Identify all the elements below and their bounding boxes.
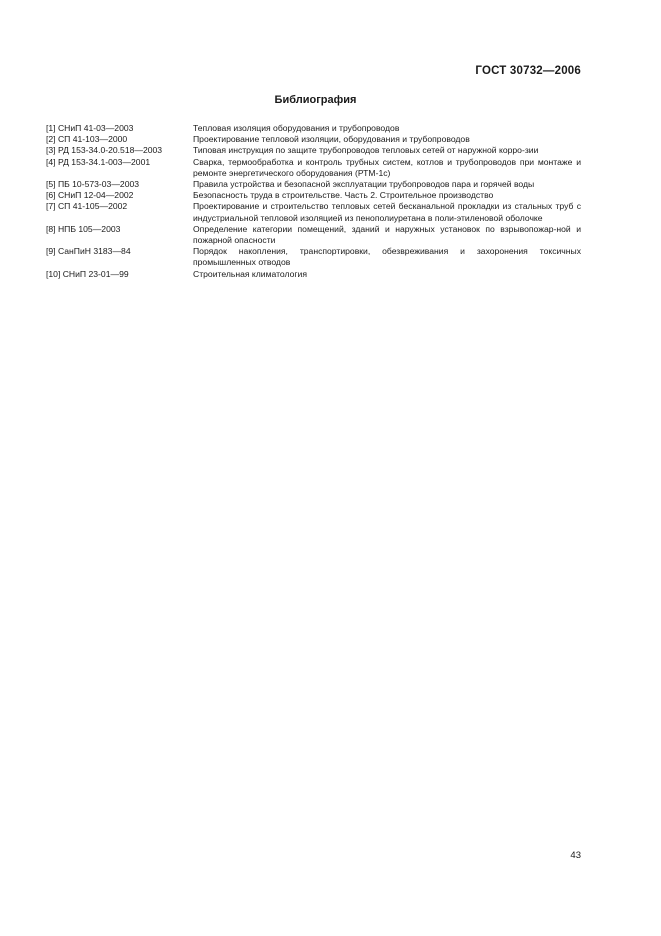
- entry-description: Определение категории помещений, зданий и наружных установок по взрывопожар-ной и пожарной опасности: [193, 223, 581, 246]
- standard-number: ГОСТ 30732—2006: [475, 65, 581, 77]
- bibliography-entry: [46, 134, 581, 145]
- entry-description: Правила устройства и безопасной эксплуатации трубопроводов пара и горячей воды: [193, 179, 535, 190]
- entry-description: Тепловая изоляция оборудования и трубопроводов: [193, 123, 400, 133]
- entry-description: Строительная климатология: [193, 268, 307, 279]
- entry-description: Порядок накопления, транспортировки, обезвреживания и захоронения токсичных промышленных отводов: [193, 246, 581, 268]
- bibliography-entry: [46, 179, 581, 190]
- entry-reference: [4] РД 153-34.1-003—2001: [46, 156, 151, 167]
- bibliography-entry: [46, 201, 581, 223]
- entry-reference: [1] СНиП 41-03—2003: [46, 123, 134, 133]
- entry-reference: [6] СНиП 12-04—2002: [46, 190, 134, 201]
- bibliography-entry: [46, 224, 581, 246]
- entry-reference: [10] СНиП 23-01—99: [46, 268, 129, 279]
- page-number: 43: [570, 850, 581, 861]
- entry-description: Проектирование тепловой изоляции, оборудования и трубопроводов: [193, 134, 470, 145]
- entry-description: Проектирование и строительство тепловых сетей бесканальной прокладки из стальных труб с индустриальной тепловой изоляцией из пенополиуретана в поли-этиленовой оболочке: [193, 201, 581, 223]
- bibliography-entry: [46, 123, 581, 134]
- entry-reference: [3] РД 153-34.0-20.518—2003: [46, 145, 163, 156]
- entry-reference: [7] СП 41-105—2002: [46, 201, 128, 212]
- bibliography-list: [46, 123, 581, 280]
- entry-reference: [5] ПБ 10-573-03—2003: [46, 179, 140, 190]
- bibliography-entry: [46, 246, 581, 268]
- entry-reference: [9] СанПиН 3183—84: [46, 246, 131, 257]
- entry-reference: [8] НПБ 105—2003: [46, 223, 121, 234]
- bibliography-entry: [46, 269, 581, 280]
- entry-description: Типовая инструкция по защите трубопроводов тепловых сетей от наружной корро-зии: [193, 145, 539, 156]
- bibliography-entry: [46, 145, 581, 156]
- bibliography-title: Библиография: [274, 94, 357, 106]
- entry-description: Безопасность труда в строительстве. Часть 2. Строительное производство: [193, 190, 494, 201]
- bibliography-entry: [46, 190, 581, 201]
- bibliography-entry: [46, 157, 581, 179]
- entry-reference: [2] СП 41-103—2000: [46, 134, 128, 145]
- entry-description: Сварка, термообработка и контроль трубных систем, котлов и трубопроводов при монтаже и ремонте энергетического оборудования (РТМ-1с): [193, 156, 581, 178]
